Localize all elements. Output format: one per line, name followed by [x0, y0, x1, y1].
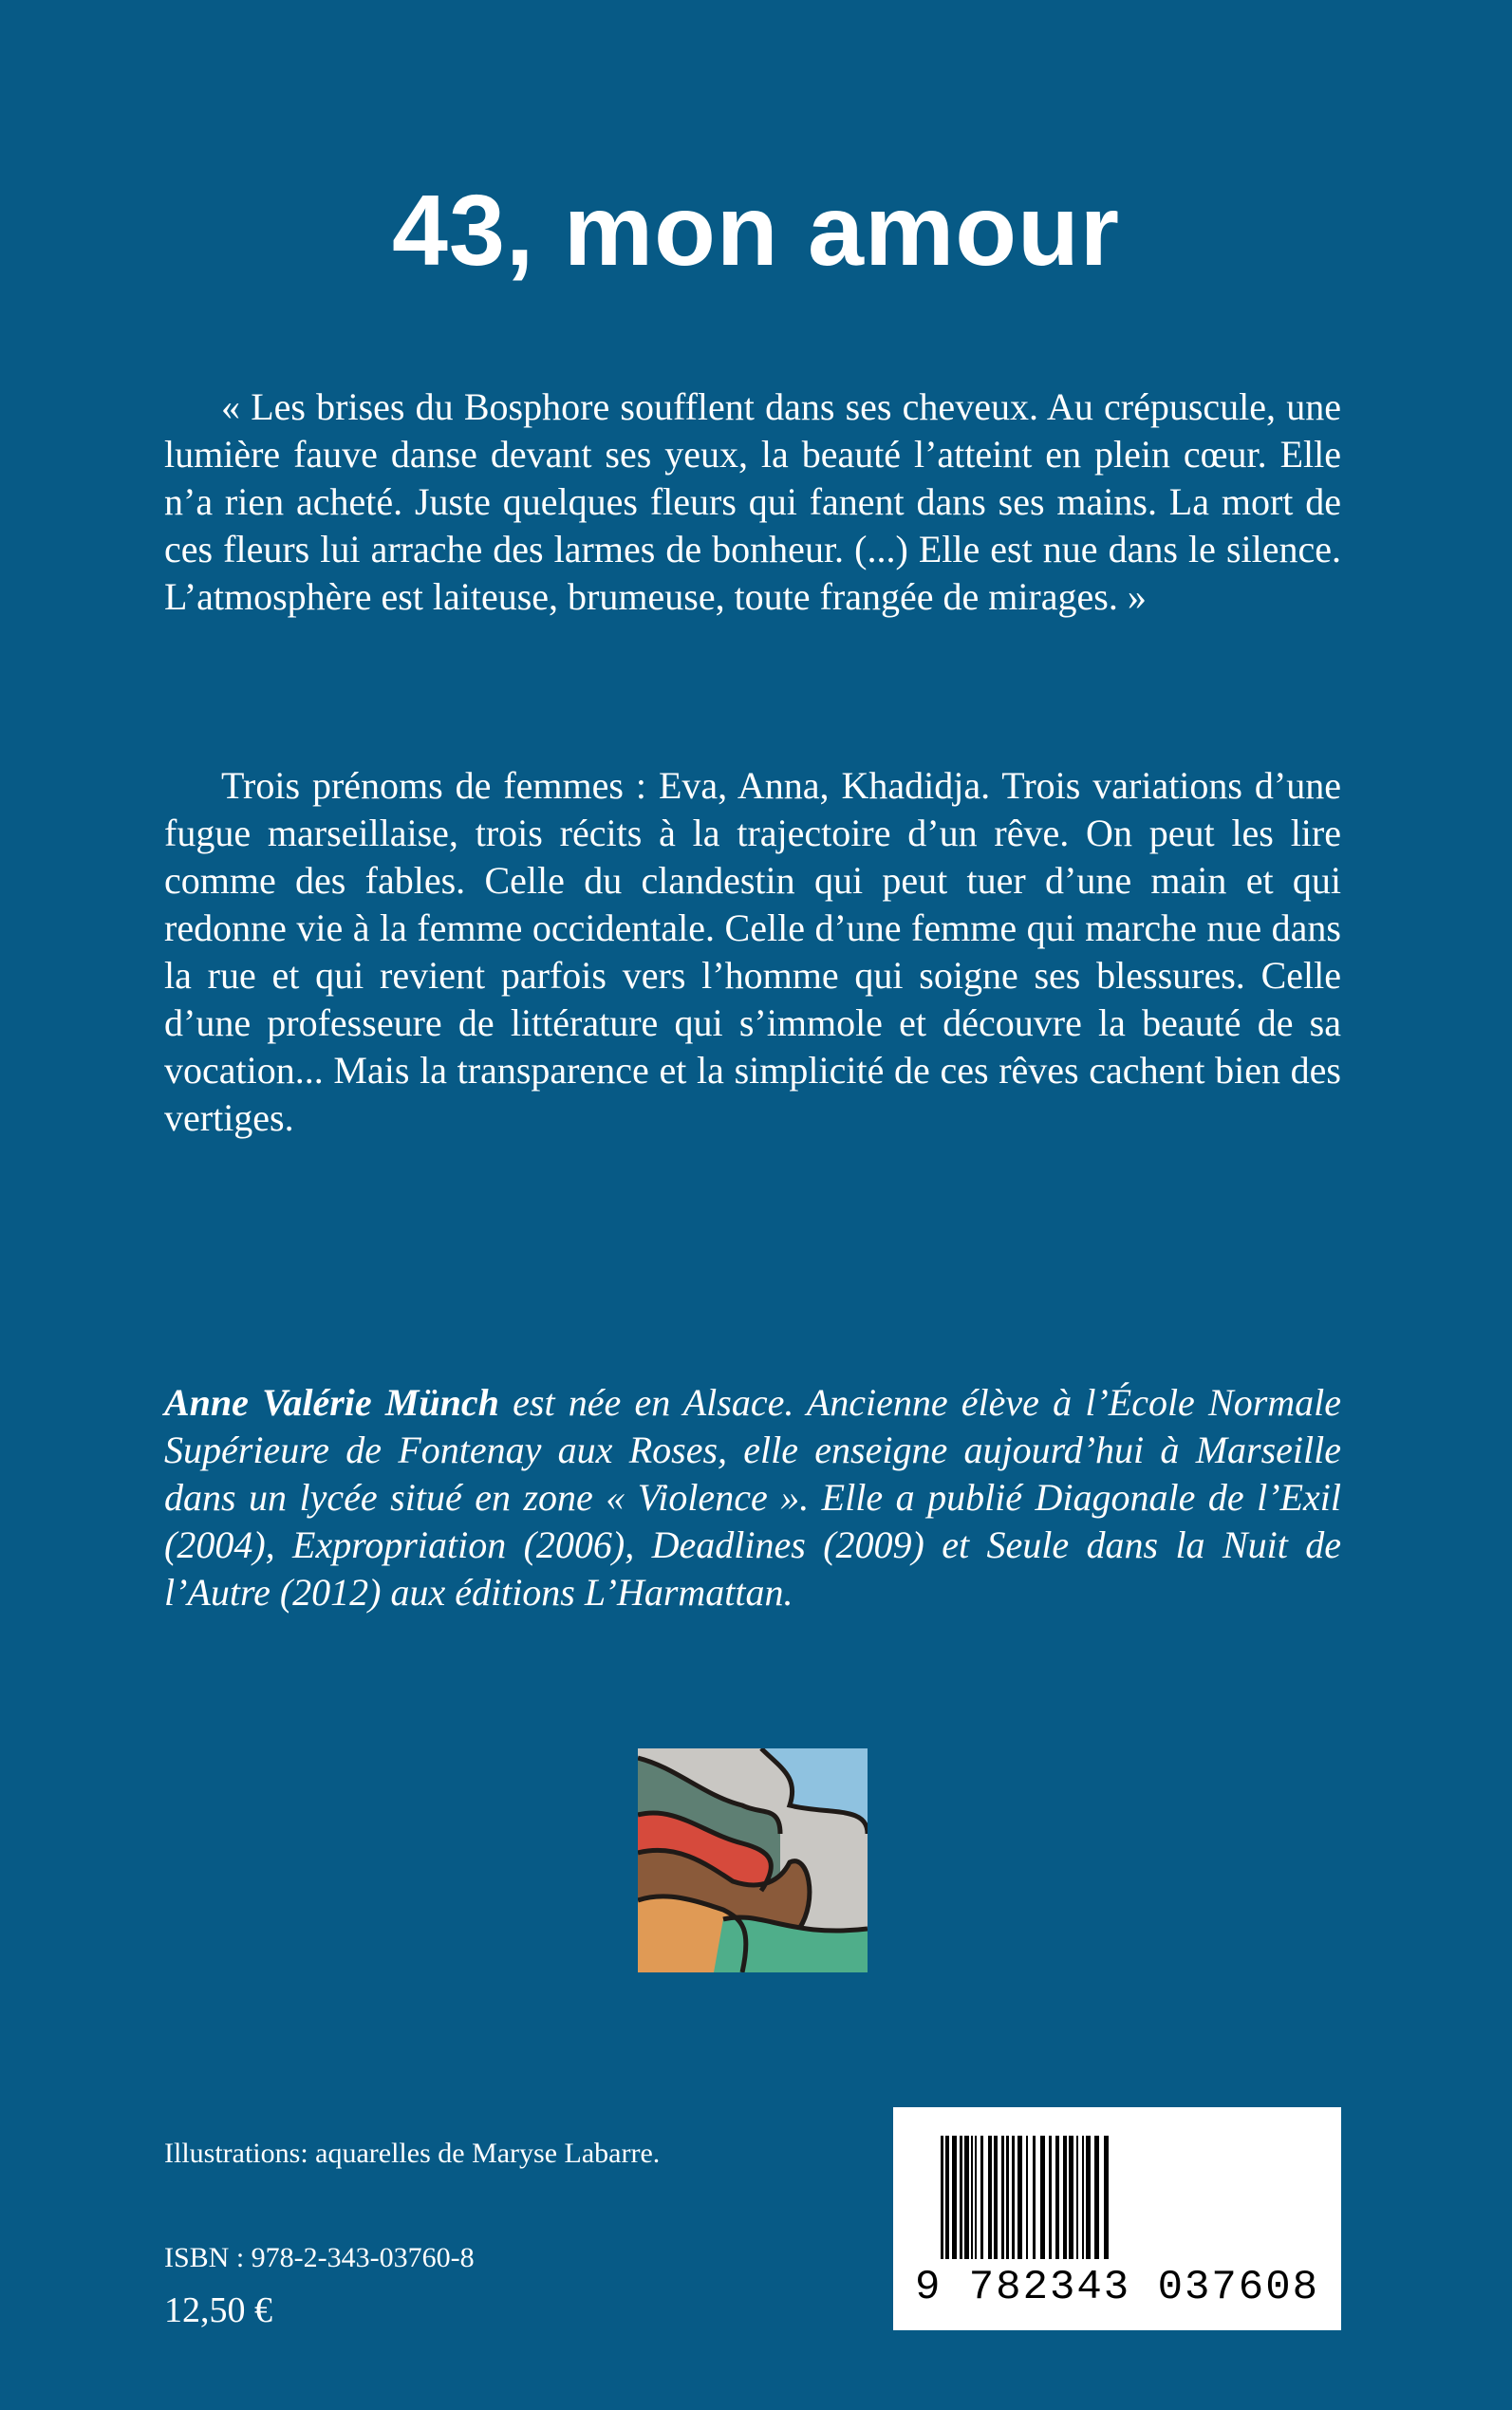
barcode-bar [1082, 2136, 1084, 2259]
barcode [893, 2107, 1341, 2330]
barcode-bar [1069, 2136, 1073, 2259]
barcode-bar [1006, 2136, 1009, 2259]
barcode-bar [1001, 2136, 1004, 2259]
barcode-bar [1049, 2136, 1052, 2259]
isbn: ISBN : 978-2-343-03760-8 [164, 2242, 475, 2273]
barcode-bar [1055, 2136, 1059, 2259]
watercolor-illustration [638, 1748, 868, 1972]
book-title: 43, mon amour [392, 175, 1120, 287]
book-summary: Trois prénoms de femmes : Eva, Anna, Khadidja. Trois variations d’une fugue marseillaise, trois récits à la trajectoire d’un rêve. On peut les lire comme des fables. Celle du clandestin qui peut tuer d’une main et qui redonne vie à la femme occidentale. Celle d’une femme qui marche nue dans la rue et qui revient parfois vers l’homme qui soigne ses blessures. Celle d’une professeure de littérature qui s’immole et découvre la beauté de sa vocation... Mais la transparence et la simplicité de ces rêves cachent bien des vertiges. [164, 764, 1341, 1139]
barcode-bar [1104, 2136, 1109, 2259]
author-bio-text: est née en Alsace. Ancienne élève à l’École Normale Supérieure de Fontenay aux Roses, elle enseigne aujourd’hui à Marseille dans un lycée situé en zone « Violence ». Elle a publié Diagonale de l’Exil (2004), Expropriation (2006), Deadlines (2009) et Seule dans la Nuit de l’Autre (2012) aux éditions L’Harmattan. [164, 1381, 1342, 1614]
barcode-bar [994, 2136, 998, 2259]
barcode-bar [980, 2136, 983, 2259]
barcode-bar [1026, 2136, 1028, 2259]
barcode-bar [1063, 2136, 1067, 2259]
author-name: Anne Valérie Münch [164, 1381, 499, 1424]
barcode-bar [1076, 2136, 1078, 2259]
barcode-bar [960, 2136, 962, 2259]
barcode-digits: 9 782343 037608 [914, 2264, 1320, 2311]
barcode-bar [988, 2136, 992, 2259]
barcode-bar [1033, 2136, 1036, 2259]
barcode-bar [1094, 2136, 1099, 2259]
barcode-bar [964, 2136, 969, 2259]
barcode-bar [941, 2136, 943, 2259]
barcode-bar [1040, 2136, 1045, 2259]
author-bio [164, 1379, 1341, 1616]
barcode-bar [971, 2136, 973, 2259]
barcode-bar [945, 2136, 949, 2259]
barcode-bar [1012, 2136, 1015, 2259]
excerpt-quote: « Les brises du Bosphore soufflent dans ses cheveux. Au crépuscule, une lumière fauve danse devant ses yeux, la beauté l’atteint en plein cœur. Elle n’a rien acheté. Juste quelques fleurs qui fanent dans ses mains. La mort de ces fleurs lui arrache des larmes de bonheur. (...) Elle est nue dans le silence. L’atmosphère est laiteuse, brumeuse, toute frangée de mirages. » [164, 385, 1341, 618]
barcode-bar [1086, 2136, 1091, 2259]
barcode-bar [1017, 2136, 1022, 2259]
price: 12,50 € [164, 2290, 272, 2330]
barcode-bar [975, 2136, 977, 2259]
barcode-bars [893, 2107, 1341, 2269]
barcode-bar [952, 2136, 957, 2259]
illustration-credit: Illustrations: aquarelles de Maryse Labarre. [164, 2138, 661, 2169]
